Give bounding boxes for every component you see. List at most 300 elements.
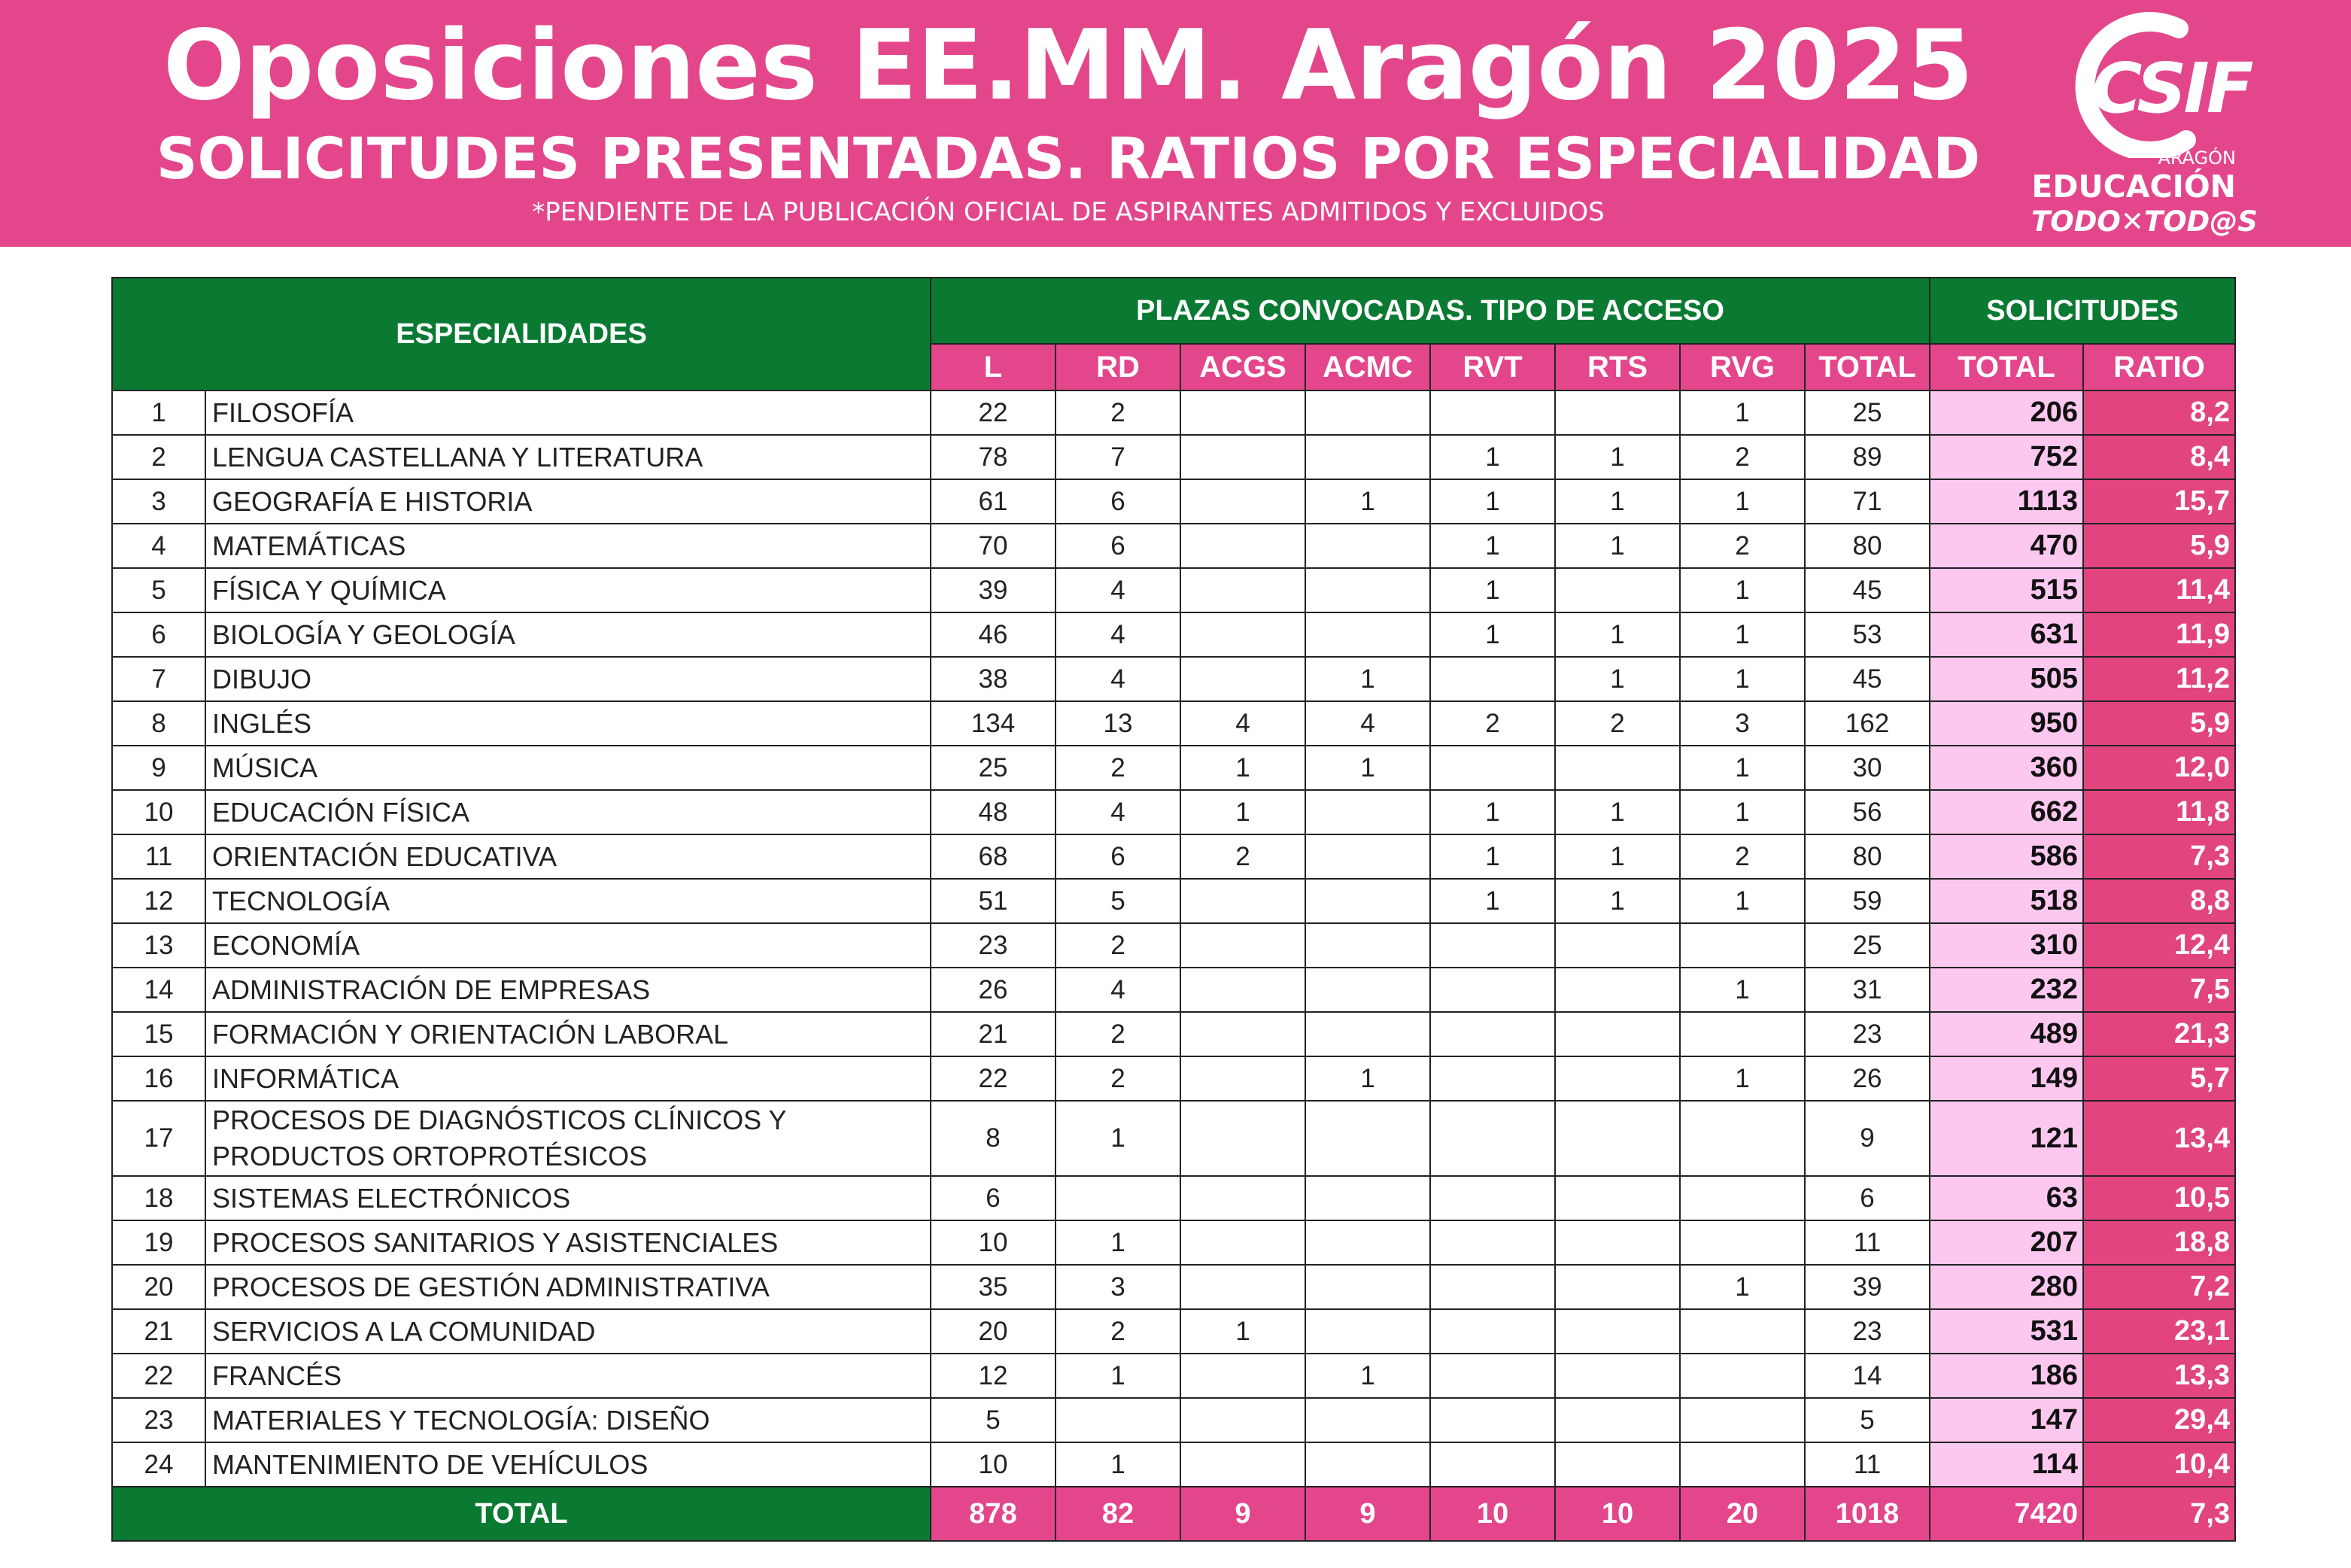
cell-ratio: 12,4 bbox=[2083, 923, 2235, 968]
cell-rvg bbox=[1680, 1176, 1805, 1220]
col-header-acgs: ACGS bbox=[1180, 344, 1305, 390]
cell-acmc: 1 bbox=[1305, 1354, 1430, 1398]
cell-acgs bbox=[1180, 1012, 1305, 1056]
specialty-name: SERVICIOS A LA COMUNIDAD bbox=[205, 1309, 931, 1354]
cell-acmc: 1 bbox=[1305, 657, 1430, 701]
total-cell-rd: 82 bbox=[1056, 1487, 1180, 1541]
cell-rvt: 1 bbox=[1430, 790, 1555, 834]
col-header-total-solicitudes: TOTAL bbox=[1930, 344, 2083, 390]
cell-ratio: 23,1 bbox=[2083, 1309, 2235, 1354]
cell-acmc bbox=[1305, 1309, 1430, 1354]
cell-total-plazas: 25 bbox=[1805, 923, 1930, 968]
cell-rvt: 1 bbox=[1430, 834, 1555, 879]
cell-acmc bbox=[1305, 390, 1430, 435]
cell-rd: 6 bbox=[1056, 834, 1180, 879]
specialty-name: EDUCACIÓN FÍSICA bbox=[205, 790, 931, 834]
cell-ratio: 18,8 bbox=[2083, 1220, 2235, 1265]
specialty-name: MANTENIMIENTO DE VEHÍCULOS bbox=[205, 1442, 931, 1487]
cell-l: 12 bbox=[931, 1354, 1056, 1398]
header-row-groups bbox=[112, 278, 2235, 344]
cell-rd: 7 bbox=[1056, 435, 1180, 479]
cell-solicitudes: 950 bbox=[1930, 701, 2083, 746]
cell-acmc bbox=[1305, 968, 1430, 1012]
cell-rvt bbox=[1430, 1101, 1555, 1176]
cell-rd: 2 bbox=[1056, 1012, 1180, 1056]
cell-l: 22 bbox=[931, 1056, 1056, 1101]
table-row bbox=[112, 435, 2235, 479]
cell-rvg bbox=[1680, 923, 1805, 968]
total-cell-l: 878 bbox=[931, 1487, 1056, 1541]
table-row bbox=[112, 479, 2235, 524]
cell-rts: 1 bbox=[1555, 612, 1680, 657]
cell-rvg: 1 bbox=[1680, 568, 1805, 612]
cell-rvt: 2 bbox=[1430, 701, 1555, 746]
cell-total-plazas: 5 bbox=[1805, 1398, 1930, 1442]
cell-rvg bbox=[1680, 1398, 1805, 1442]
cell-rts: 1 bbox=[1555, 524, 1680, 568]
table-row bbox=[112, 1176, 2235, 1220]
specialty-name: FORMACIÓN Y ORIENTACIÓN LABORAL bbox=[205, 1012, 931, 1056]
cell-rvt bbox=[1430, 746, 1555, 790]
cell-acmc bbox=[1305, 834, 1430, 879]
cell-rvg: 1 bbox=[1680, 790, 1805, 834]
logo-brand: CSIF bbox=[2091, 48, 2251, 129]
cell-acmc: 1 bbox=[1305, 1056, 1430, 1101]
cell-solicitudes: 360 bbox=[1930, 746, 2083, 790]
specialty-name: BIOLOGÍA Y GEOLOGÍA bbox=[205, 612, 931, 657]
cell-rts: 2 bbox=[1555, 701, 1680, 746]
cell-ratio: 7,2 bbox=[2083, 1265, 2235, 1309]
cell-acgs bbox=[1180, 1056, 1305, 1101]
cell-ratio: 13,4 bbox=[2083, 1101, 2235, 1176]
cell-l: 25 bbox=[931, 746, 1056, 790]
col-header-rd: RD bbox=[1056, 344, 1180, 390]
cell-rvt bbox=[1430, 968, 1555, 1012]
row-number: 7 bbox=[112, 657, 205, 701]
cell-rvt bbox=[1430, 1354, 1555, 1398]
cell-rvt bbox=[1430, 1176, 1555, 1220]
cell-total-plazas: 9 bbox=[1805, 1101, 1930, 1176]
cell-total-plazas: 45 bbox=[1805, 568, 1930, 612]
cell-l: 22 bbox=[931, 390, 1056, 435]
specialty-name: ORIENTACIÓN EDUCATIVA bbox=[205, 834, 931, 879]
cell-total-plazas: 45 bbox=[1805, 657, 1930, 701]
total-cell-rts: 10 bbox=[1555, 1487, 1680, 1541]
total-cell-total-plazas: 1018 bbox=[1805, 1487, 1930, 1541]
specialty-name: INGLÉS bbox=[205, 701, 931, 746]
cell-l: 20 bbox=[931, 1309, 1056, 1354]
table-row bbox=[112, 923, 2235, 968]
cell-l: 39 bbox=[931, 568, 1056, 612]
cell-ratio: 21,3 bbox=[2083, 1012, 2235, 1056]
cell-rts bbox=[1555, 746, 1680, 790]
cell-total-plazas: 59 bbox=[1805, 879, 1930, 923]
row-number: 9 bbox=[112, 746, 205, 790]
cell-rd: 3 bbox=[1056, 1265, 1180, 1309]
table-row bbox=[112, 1398, 2235, 1442]
cell-total-plazas: 14 bbox=[1805, 1354, 1930, 1398]
cell-acgs: 1 bbox=[1180, 790, 1305, 834]
specialty-name: MATERIALES Y TECNOLOGÍA: DISEÑO bbox=[205, 1398, 931, 1442]
cell-rvt bbox=[1430, 923, 1555, 968]
cell-l: 51 bbox=[931, 879, 1056, 923]
total-cell-rvt: 10 bbox=[1430, 1487, 1555, 1541]
cell-solicitudes: 489 bbox=[1930, 1012, 2083, 1056]
cell-rd: 6 bbox=[1056, 479, 1180, 524]
row-number: 15 bbox=[112, 1012, 205, 1056]
cell-rvg: 1 bbox=[1680, 968, 1805, 1012]
table-row bbox=[112, 834, 2235, 879]
cell-l: 70 bbox=[931, 524, 1056, 568]
cell-acgs: 1 bbox=[1180, 746, 1305, 790]
specialty-name: LENGUA CASTELLANA Y LITERATURA bbox=[205, 435, 931, 479]
cell-rvt: 1 bbox=[1430, 524, 1555, 568]
row-number: 10 bbox=[112, 790, 205, 834]
cell-ratio: 10,4 bbox=[2083, 1442, 2235, 1487]
cell-acgs bbox=[1180, 1265, 1305, 1309]
cell-rd: 4 bbox=[1056, 657, 1180, 701]
cell-solicitudes: 470 bbox=[1930, 524, 2083, 568]
cell-l: 21 bbox=[931, 1012, 1056, 1056]
col-header-ratio: RATIO bbox=[2083, 344, 2235, 390]
cell-rvt: 1 bbox=[1430, 435, 1555, 479]
row-number: 24 bbox=[112, 1442, 205, 1487]
cell-l: 78 bbox=[931, 435, 1056, 479]
cell-rvg bbox=[1680, 1442, 1805, 1487]
cell-rd: 4 bbox=[1056, 968, 1180, 1012]
cell-rts bbox=[1555, 1101, 1680, 1176]
cell-total-plazas: 11 bbox=[1805, 1442, 1930, 1487]
cell-l: 6 bbox=[931, 1176, 1056, 1220]
cell-acgs bbox=[1180, 879, 1305, 923]
col-header-total-plazas: TOTAL bbox=[1805, 344, 1930, 390]
table-row bbox=[112, 1101, 2235, 1176]
cell-l: 61 bbox=[931, 479, 1056, 524]
cell-rd: 4 bbox=[1056, 790, 1180, 834]
specialty-name: PROCESOS SANITARIOS Y ASISTENCIALES bbox=[205, 1220, 931, 1265]
cell-acmc: 1 bbox=[1305, 479, 1430, 524]
cell-rts bbox=[1555, 568, 1680, 612]
cell-rts bbox=[1555, 968, 1680, 1012]
row-number: 11 bbox=[112, 834, 205, 879]
cell-solicitudes: 280 bbox=[1930, 1265, 2083, 1309]
cell-l: 35 bbox=[931, 1265, 1056, 1309]
row-number: 22 bbox=[112, 1354, 205, 1398]
cell-solicitudes: 147 bbox=[1930, 1398, 2083, 1442]
cell-l: 134 bbox=[931, 701, 1056, 746]
cell-acgs bbox=[1180, 435, 1305, 479]
cell-solicitudes: 114 bbox=[1930, 1442, 2083, 1487]
totals-label: TOTAL bbox=[112, 1487, 931, 1541]
cell-rvg: 1 bbox=[1680, 746, 1805, 790]
cell-solicitudes: 310 bbox=[1930, 923, 2083, 968]
specialty-name: DIBUJO bbox=[205, 657, 931, 701]
specialty-name: PROCESOS DE DIAGNÓSTICOS CLÍNICOS Y PRODUCTOS ORTOPROTÉSICOS bbox=[205, 1101, 931, 1176]
col-header-rvt: RVT bbox=[1430, 344, 1555, 390]
cell-ratio: 11,4 bbox=[2083, 568, 2235, 612]
cell-rd: 6 bbox=[1056, 524, 1180, 568]
cell-rvt: 1 bbox=[1430, 479, 1555, 524]
cell-rvg: 1 bbox=[1680, 1265, 1805, 1309]
cell-rd bbox=[1056, 1176, 1180, 1220]
cell-rts: 1 bbox=[1555, 657, 1680, 701]
cell-ratio: 8,4 bbox=[2083, 435, 2235, 479]
table-row bbox=[112, 1354, 2235, 1398]
row-number: 12 bbox=[112, 879, 205, 923]
cell-l: 10 bbox=[931, 1220, 1056, 1265]
cell-rvt bbox=[1430, 1220, 1555, 1265]
table-row bbox=[112, 1265, 2235, 1309]
cell-rvg: 1 bbox=[1680, 657, 1805, 701]
table-row bbox=[112, 568, 2235, 612]
cell-ratio: 10,5 bbox=[2083, 1176, 2235, 1220]
row-number: 17 bbox=[112, 1101, 205, 1176]
cell-acgs bbox=[1180, 1101, 1305, 1176]
table-row bbox=[112, 1442, 2235, 1487]
cell-acgs bbox=[1180, 657, 1305, 701]
cell-total-plazas: 53 bbox=[1805, 612, 1930, 657]
cell-rvg: 1 bbox=[1680, 1056, 1805, 1101]
cell-rd bbox=[1056, 1398, 1180, 1442]
cell-total-plazas: 23 bbox=[1805, 1012, 1930, 1056]
cell-rvt bbox=[1430, 1056, 1555, 1101]
total-solicitudes: 7420 bbox=[1930, 1487, 2083, 1541]
cell-l: 48 bbox=[931, 790, 1056, 834]
cell-total-plazas: 56 bbox=[1805, 790, 1930, 834]
col-header-rts: RTS bbox=[1555, 344, 1680, 390]
specialty-name: FÍSICA Y QUÍMICA bbox=[205, 568, 931, 612]
cell-rvt bbox=[1430, 1442, 1555, 1487]
cell-solicitudes: 206 bbox=[1930, 390, 2083, 435]
cell-rts: 1 bbox=[1555, 790, 1680, 834]
cell-rts: 1 bbox=[1555, 479, 1680, 524]
cell-acgs bbox=[1180, 1354, 1305, 1398]
cell-rd: 2 bbox=[1056, 1309, 1180, 1354]
row-number: 13 bbox=[112, 923, 205, 968]
specialty-name: PROCESOS DE GESTIÓN ADMINISTRATIVA bbox=[205, 1265, 931, 1309]
row-number: 4 bbox=[112, 524, 205, 568]
cell-ratio: 29,4 bbox=[2083, 1398, 2235, 1442]
table-row bbox=[112, 1309, 2235, 1354]
logo-tagline: TODO✕TOD@S bbox=[2031, 205, 2258, 238]
cell-rd: 2 bbox=[1056, 746, 1180, 790]
specialty-name: INFORMÁTICA bbox=[205, 1056, 931, 1101]
cell-rd: 2 bbox=[1056, 390, 1180, 435]
cell-rts: 1 bbox=[1555, 435, 1680, 479]
cell-ratio: 5,7 bbox=[2083, 1056, 2235, 1101]
cell-l: 8 bbox=[931, 1101, 1056, 1176]
cell-ratio: 12,0 bbox=[2083, 746, 2235, 790]
table-row bbox=[112, 612, 2235, 657]
row-number: 14 bbox=[112, 968, 205, 1012]
cell-rts bbox=[1555, 1309, 1680, 1354]
cell-rd: 4 bbox=[1056, 568, 1180, 612]
table-row bbox=[112, 879, 2235, 923]
row-number: 23 bbox=[112, 1398, 205, 1442]
cell-ratio: 7,3 bbox=[2083, 834, 2235, 879]
cell-rts bbox=[1555, 1176, 1680, 1220]
cell-ratio: 13,3 bbox=[2083, 1354, 2235, 1398]
cell-rd: 1 bbox=[1056, 1442, 1180, 1487]
cell-acmc: 1 bbox=[1305, 746, 1430, 790]
cell-ratio: 11,2 bbox=[2083, 657, 2235, 701]
cell-rvg: 1 bbox=[1680, 612, 1805, 657]
cell-total-plazas: 25 bbox=[1805, 390, 1930, 435]
cell-acgs bbox=[1180, 390, 1305, 435]
cell-total-plazas: 80 bbox=[1805, 524, 1930, 568]
cell-rvt bbox=[1430, 1265, 1555, 1309]
cell-l: 23 bbox=[931, 923, 1056, 968]
cell-rvt bbox=[1430, 657, 1555, 701]
totals-row bbox=[112, 1487, 2235, 1541]
cell-solicitudes: 121 bbox=[1930, 1101, 2083, 1176]
cell-rvg bbox=[1680, 1101, 1805, 1176]
cell-rts bbox=[1555, 1012, 1680, 1056]
table-row bbox=[112, 1056, 2235, 1101]
total-ratio: 7,3 bbox=[2083, 1487, 2235, 1541]
cell-solicitudes: 752 bbox=[1930, 435, 2083, 479]
cell-ratio: 5,9 bbox=[2083, 524, 2235, 568]
cell-acgs bbox=[1180, 968, 1305, 1012]
cell-l: 5 bbox=[931, 1398, 1056, 1442]
col-header-acmc: ACMC bbox=[1305, 344, 1430, 390]
cell-ratio: 11,8 bbox=[2083, 790, 2235, 834]
cell-rvg bbox=[1680, 1012, 1805, 1056]
cell-ratio: 7,5 bbox=[2083, 968, 2235, 1012]
cell-rvt: 1 bbox=[1430, 612, 1555, 657]
cell-ratio: 15,7 bbox=[2083, 479, 2235, 524]
cell-rvt: 1 bbox=[1430, 879, 1555, 923]
cell-rvt bbox=[1430, 390, 1555, 435]
cell-acmc bbox=[1305, 1101, 1430, 1176]
col-header-rvg: RVG bbox=[1680, 344, 1805, 390]
cell-acmc bbox=[1305, 1012, 1430, 1056]
cell-rvt bbox=[1430, 1012, 1555, 1056]
header-banner bbox=[0, 0, 2351, 247]
cell-acmc bbox=[1305, 1398, 1430, 1442]
row-number: 20 bbox=[112, 1265, 205, 1309]
cell-rts bbox=[1555, 390, 1680, 435]
cell-rvt: 1 bbox=[1430, 568, 1555, 612]
cell-rd: 1 bbox=[1056, 1220, 1180, 1265]
cell-l: 46 bbox=[931, 612, 1056, 657]
cell-rts bbox=[1555, 923, 1680, 968]
specialty-name: MÚSICA bbox=[205, 746, 931, 790]
plazas-header: PLAZAS CONVOCADAS. TIPO DE ACCESO bbox=[931, 278, 1930, 344]
cell-solicitudes: 63 bbox=[1930, 1176, 2083, 1220]
cell-l: 26 bbox=[931, 968, 1056, 1012]
cell-total-plazas: 23 bbox=[1805, 1309, 1930, 1354]
cell-acmc bbox=[1305, 435, 1430, 479]
cell-rvg: 2 bbox=[1680, 524, 1805, 568]
row-number: 6 bbox=[112, 612, 205, 657]
cell-acgs bbox=[1180, 479, 1305, 524]
cell-solicitudes: 232 bbox=[1930, 968, 2083, 1012]
col-header-l: L bbox=[931, 344, 1056, 390]
table-row bbox=[112, 1220, 2235, 1265]
cell-rvg: 1 bbox=[1680, 390, 1805, 435]
row-number: 19 bbox=[112, 1220, 205, 1265]
specialty-name: MATEMÁTICAS bbox=[205, 524, 931, 568]
cell-rd: 1 bbox=[1056, 1101, 1180, 1176]
cell-acgs bbox=[1180, 568, 1305, 612]
cell-acgs: 2 bbox=[1180, 834, 1305, 879]
cell-rd: 4 bbox=[1056, 612, 1180, 657]
cell-acmc bbox=[1305, 612, 1430, 657]
cell-total-plazas: 11 bbox=[1805, 1220, 1930, 1265]
table-row bbox=[112, 790, 2235, 834]
row-number: 8 bbox=[112, 701, 205, 746]
cell-l: 10 bbox=[931, 1442, 1056, 1487]
cell-rts bbox=[1555, 1442, 1680, 1487]
cell-rvt bbox=[1430, 1309, 1555, 1354]
row-number: 2 bbox=[112, 435, 205, 479]
cell-ratio: 8,2 bbox=[2083, 390, 2235, 435]
cell-solicitudes: 505 bbox=[1930, 657, 2083, 701]
cell-l: 68 bbox=[931, 834, 1056, 879]
logo-region: ARAGÓN bbox=[2158, 147, 2236, 169]
cell-total-plazas: 89 bbox=[1805, 435, 1930, 479]
cell-rts: 1 bbox=[1555, 879, 1680, 923]
cell-acmc bbox=[1305, 524, 1430, 568]
cell-acgs bbox=[1180, 524, 1305, 568]
cell-rts bbox=[1555, 1056, 1680, 1101]
logo-dept: EDUCACIÓN bbox=[2031, 169, 2236, 205]
pending-note: *PENDIENTE DE LA PUBLICACIÓN OFICIAL DE ASPIRANTES ADMITIDOS Y EXCLUIDOS bbox=[532, 197, 1605, 227]
specialty-name: TECNOLOGÍA bbox=[205, 879, 931, 923]
total-cell-acgs: 9 bbox=[1180, 1487, 1305, 1541]
cell-rvg bbox=[1680, 1309, 1805, 1354]
cell-total-plazas: 39 bbox=[1805, 1265, 1930, 1309]
specialty-name: SISTEMAS ELECTRÓNICOS bbox=[205, 1176, 931, 1220]
row-number: 21 bbox=[112, 1309, 205, 1354]
csif-logo bbox=[2031, 8, 2257, 241]
cell-acmc: 4 bbox=[1305, 701, 1430, 746]
cell-solicitudes: 149 bbox=[1930, 1056, 2083, 1101]
row-number: 18 bbox=[112, 1176, 205, 1220]
cell-total-plazas: 162 bbox=[1805, 701, 1930, 746]
cell-solicitudes: 662 bbox=[1930, 790, 2083, 834]
row-number: 16 bbox=[112, 1056, 205, 1101]
cell-total-plazas: 30 bbox=[1805, 746, 1930, 790]
specialty-name: GEOGRAFÍA E HISTORIA bbox=[205, 479, 931, 524]
cell-rvg bbox=[1680, 1220, 1805, 1265]
cell-rd: 13 bbox=[1056, 701, 1180, 746]
cell-rvg: 1 bbox=[1680, 879, 1805, 923]
page-title: Oposiciones EE.MM. Aragón 2025 bbox=[163, 10, 1974, 122]
total-cell-acmc: 9 bbox=[1305, 1487, 1430, 1541]
cell-rts: 1 bbox=[1555, 834, 1680, 879]
cell-total-plazas: 71 bbox=[1805, 479, 1930, 524]
cell-solicitudes: 515 bbox=[1930, 568, 2083, 612]
cell-acgs bbox=[1180, 612, 1305, 657]
row-number: 1 bbox=[112, 390, 205, 435]
cell-rvg: 2 bbox=[1680, 834, 1805, 879]
total-cell-rvg: 20 bbox=[1680, 1487, 1805, 1541]
cell-acgs bbox=[1180, 923, 1305, 968]
specialty-name: FILOSOFÍA bbox=[205, 390, 931, 435]
cell-solicitudes: 1113 bbox=[1930, 479, 2083, 524]
cell-acmc bbox=[1305, 923, 1430, 968]
cell-acgs: 4 bbox=[1180, 701, 1305, 746]
table-row bbox=[112, 1012, 2235, 1056]
cell-acmc bbox=[1305, 568, 1430, 612]
cell-total-plazas: 6 bbox=[1805, 1176, 1930, 1220]
cell-rts bbox=[1555, 1398, 1680, 1442]
cell-ratio: 8,8 bbox=[2083, 879, 2235, 923]
cell-acgs bbox=[1180, 1220, 1305, 1265]
table-row bbox=[112, 968, 2235, 1012]
